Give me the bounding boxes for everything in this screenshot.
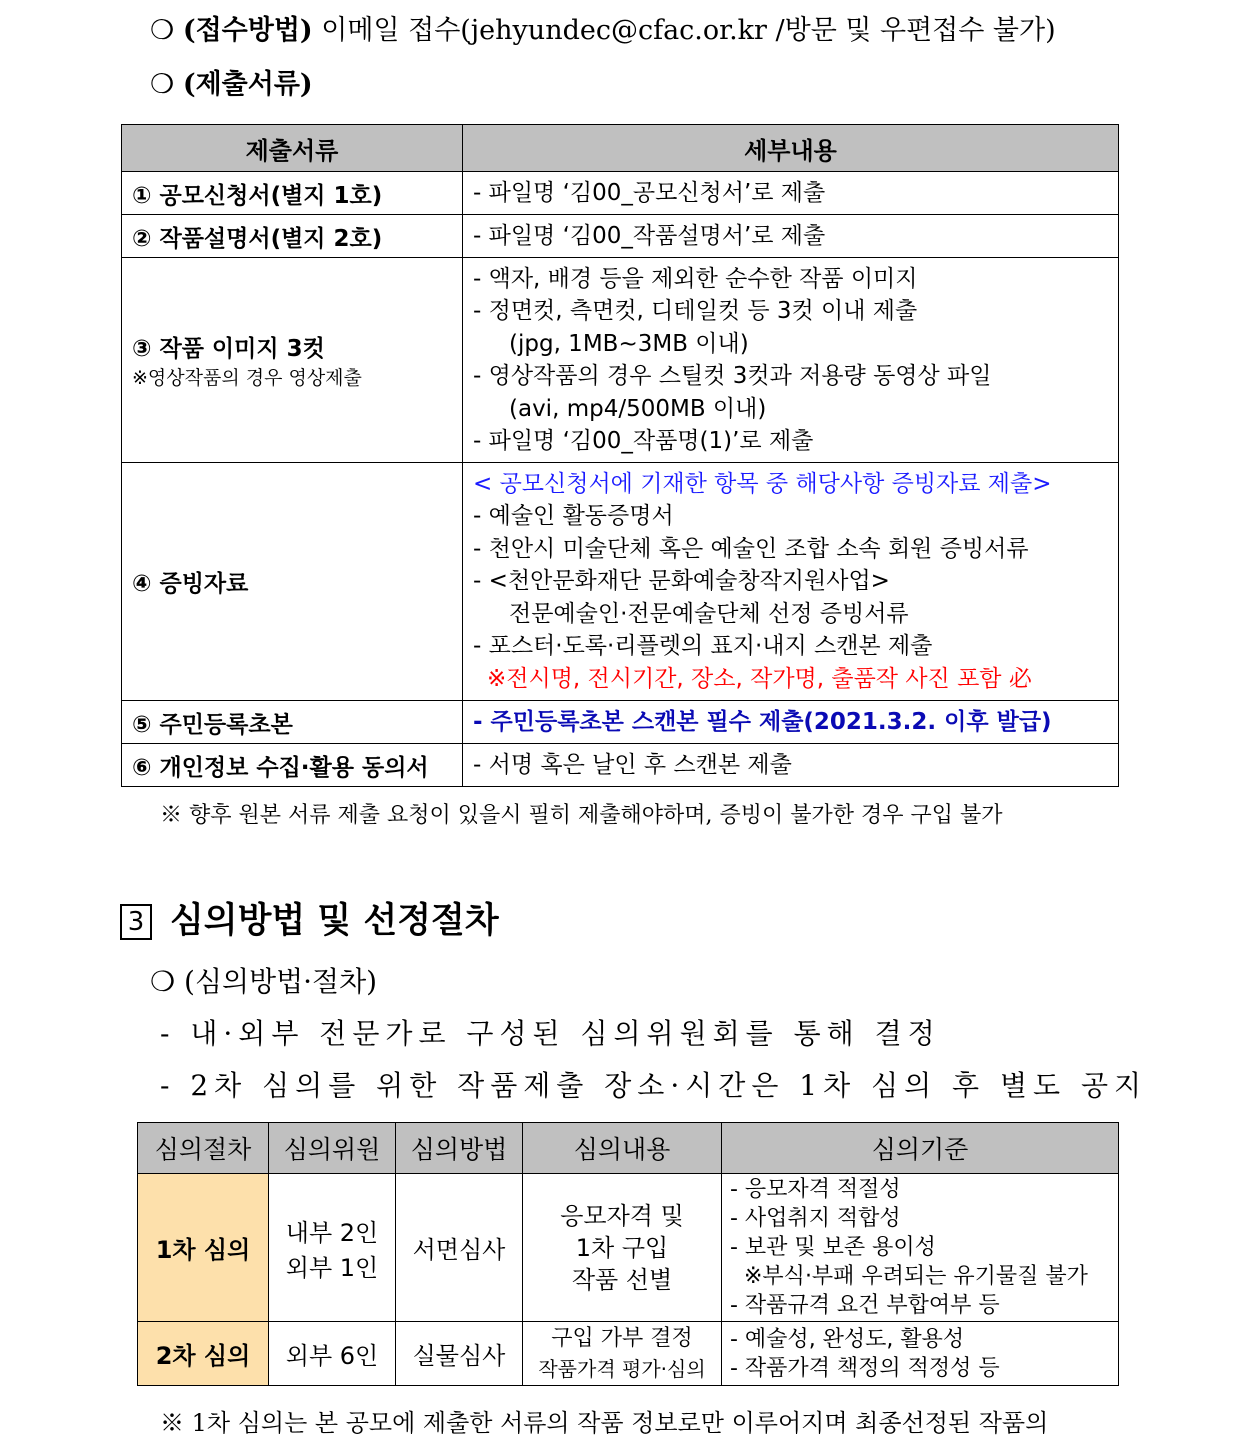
table-row	[122, 463, 1119, 701]
section-heading	[120, 893, 499, 943]
criteria-cell	[722, 1174, 1119, 1322]
criteria-line: - 예술성, 완성도, 활용성	[730, 1326, 965, 1352]
content-line: 응모자격 및	[560, 1201, 684, 1230]
doc-name-cell	[122, 258, 463, 463]
section-title: 심의방법 및 선정절차	[170, 901, 499, 941]
doc-name: ④ 증빙자료	[122, 463, 463, 701]
criteria-cell	[722, 1322, 1119, 1386]
detail-line: - 예술인 활동증명서	[473, 503, 674, 530]
footnote: ※ 1차 심의는 본 공모에 제출한 서류의 작품 정보로만 이루어지며 최종선정된 작품의	[160, 1409, 1049, 1437]
doc-detail: - 파일명 ‘김00_작품설명서’로 제출	[463, 215, 1119, 258]
review-desc-line: - 2차 심의를 위한 작품제출 장소·시간은 1차 심의 후 별도 공지	[160, 1069, 1148, 1102]
bullet-icon: ❍	[150, 15, 175, 46]
header-content: 심의내용	[523, 1123, 722, 1174]
table-row	[138, 1322, 1119, 1386]
detail-line: 전문예술인·전문예술단체 선정 증빙서류	[509, 600, 909, 627]
doc-name: ⑥ 개인정보 수집·활용 동의서	[122, 744, 463, 787]
table-row	[122, 701, 1119, 744]
detail-line: - 정면컷, 측면컷, 디테일컷 등 3컷 이내 제출	[473, 298, 918, 324]
doc-name: ① 공모신청서(별지 1호)	[122, 172, 463, 215]
doc-name: ⑤ 주민등록초본	[122, 701, 463, 744]
stage-cell: 2차 심의	[138, 1322, 269, 1386]
table-row	[122, 258, 1119, 463]
members-line: 외부 1인	[285, 1253, 379, 1282]
section-number: 3	[120, 904, 152, 940]
bullet-icon: ❍	[150, 69, 175, 100]
members-line: 내부 2인	[285, 1218, 379, 1247]
review-table	[137, 1122, 1119, 1386]
submission-method-label: (접수방법)	[182, 15, 313, 46]
content-line: 작품 선별	[571, 1265, 673, 1294]
content-cell	[523, 1174, 722, 1322]
header-doc: 제출서류	[122, 125, 463, 172]
submission-method-text: 이메일 접수(jehyundec@cfac.or.kr /방문 및 우편접수 불가)	[312, 15, 1056, 46]
members-cell	[269, 1174, 396, 1322]
table-row	[138, 1174, 1119, 1322]
members-cell: 외부 6인	[269, 1322, 396, 1386]
criteria-line: - 응모자격 적절성	[730, 1177, 901, 1202]
detail-line: - 천안시 미술단체 혹은 예술인 조합 소속 회원 증빙서류	[473, 535, 1029, 562]
doc-detail: - 파일명 ‘김00_공모신청서’로 제출	[463, 172, 1119, 215]
criteria-note: ※부식·부패 우려되는 유기물질 불가	[744, 1264, 1088, 1289]
detail-line: - 액자, 배경 등을 제외한 순수한 작품 이미지	[473, 265, 918, 292]
method-cell: 실물심사	[396, 1322, 523, 1386]
stage-cell: 1차 심의	[138, 1174, 269, 1322]
footnote: ※ 향후 원본 서류 제출 요청이 있을시 필히 제출해야하며, 증빙이 불가한 경우 구입 불가	[160, 803, 1003, 828]
header-detail: 세부내용	[463, 125, 1119, 172]
table-header-row	[138, 1123, 1119, 1174]
content-cell	[523, 1322, 722, 1386]
doc-note: ※영상작품의 경우 영상제출	[132, 367, 362, 389]
header-members: 심의위원	[269, 1123, 396, 1174]
table-row	[122, 215, 1119, 258]
table-row	[122, 744, 1119, 787]
review-method-line	[150, 960, 377, 1000]
criteria-line: - 보관 및 보존 용이성	[730, 1235, 936, 1260]
detail-line: - <천안문화재단 문화예술창작지원사업>	[473, 568, 890, 595]
doc-detail-cell	[463, 258, 1119, 463]
submission-docs-label: (제출서류)	[182, 69, 313, 100]
detail-line: (jpg, 1MB~3MB 이내)	[509, 330, 749, 357]
review-desc-line: - 내·외부 전문가로 구성된 심의위원회를 통해 결정	[160, 1017, 941, 1050]
doc-detail-cell	[463, 463, 1119, 701]
method-cell: 서면심사	[396, 1174, 523, 1322]
detail-line: < 공모신청서에 기재한 항목 중 해당사항 증빙자료 제출>	[473, 470, 1052, 497]
doc-name: ③ 작품 이미지 3컷	[132, 336, 325, 362]
criteria-line: - 작품가격 책정의 적정성 등	[730, 1355, 1000, 1381]
bullet-icon: ❍	[150, 965, 176, 998]
header-criteria: 심의기준	[722, 1123, 1119, 1174]
header-method: 심의방법	[396, 1123, 523, 1174]
criteria-line: - 사업취지 적합성	[730, 1206, 901, 1231]
doc-detail: - 주민등록초본 스캔본 필수 제출(2021.3.2. 이후 발급)	[463, 701, 1119, 744]
detail-line: (avi, mp4/500MB 이내)	[509, 395, 767, 422]
content-line: 구입 가부 결정	[551, 1325, 693, 1351]
detail-line: - 포스터·도록·리플렛의 표지·내지 스캔본 제출	[473, 633, 933, 660]
review-method-label: (심의방법·절차)	[184, 965, 378, 998]
content-line: 1차 구입	[575, 1233, 669, 1262]
table-header-row	[122, 125, 1119, 172]
doc-detail: - 서명 혹은 날인 후 스캔본 제출	[463, 744, 1119, 787]
criteria-line: - 작품규격 요건 부합여부 등	[730, 1293, 1000, 1318]
content-line: 작품가격 평가·심의	[538, 1356, 706, 1381]
table-row	[122, 172, 1119, 215]
submission-docs-line	[150, 62, 313, 101]
detail-line: - 영상작품의 경우 스틸컷 3컷과 저용량 동영상 파일	[473, 363, 992, 389]
submission-method-line	[150, 8, 1056, 47]
detail-note: ※전시명, 전시기간, 장소, 작가명, 출품작 사진 포함 必	[487, 665, 1032, 692]
submission-docs-table	[121, 124, 1119, 787]
doc-name: ② 작품설명서(별지 2호)	[122, 215, 463, 258]
detail-line: - 파일명 ‘김00_작품명(1)’로 제출	[473, 428, 814, 454]
header-stage: 심의절차	[138, 1123, 269, 1174]
